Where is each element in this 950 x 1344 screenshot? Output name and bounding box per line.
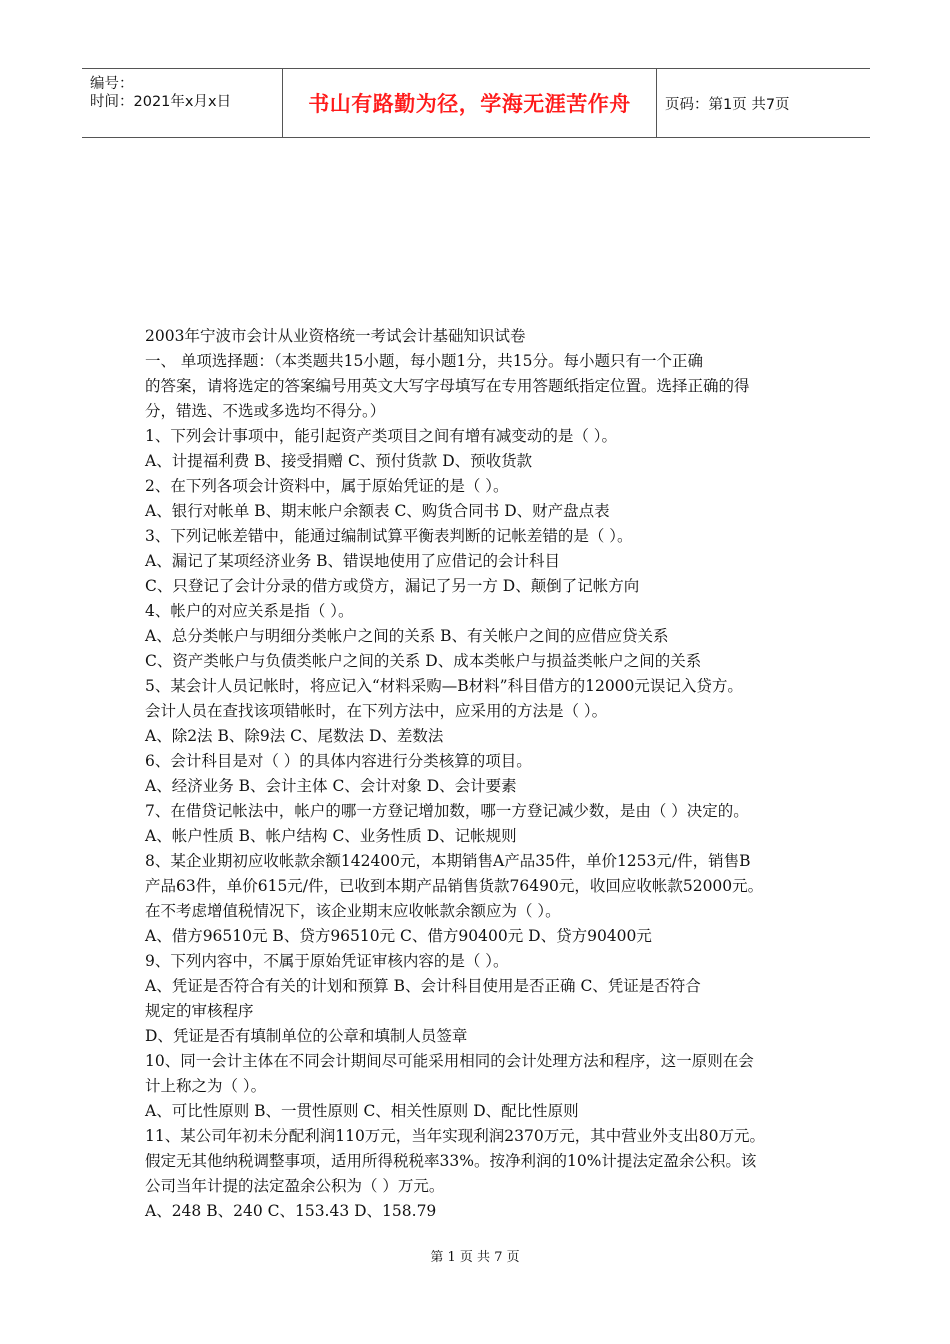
text-line: 的答案，请将选定的答案编号用英文大写字母填写在专用答题纸指定位置。选择正确的得: [145, 377, 750, 395]
text-line: 在不考虑增值税情况下，该企业期末应收帐款余额应为（ ）。: [145, 902, 561, 920]
text-line: 10、同一会计主体在不同会计期间尽可能采用相同的会计处理方法和程序，这一原则在会: [145, 1052, 754, 1070]
text-line: C、只登记了会计分录的借方或贷方，漏记了另一方 D、颠倒了记帐方向: [145, 577, 640, 595]
header-right-cell: [657, 69, 870, 137]
text-line: 规定的审核程序: [145, 1002, 254, 1020]
text-line: A、银行对帐单 B、期末帐户余额表 C、购货合同书 D、财产盘点表: [145, 502, 610, 520]
header-motto: 书山有路勤为径，学海无涯苦作舟: [308, 92, 631, 116]
text-line: A、248 B、240 C、153.43 D、158.79: [145, 1202, 437, 1220]
document-body: [145, 324, 825, 1224]
text-line: 一、 单项选择题：（本类题共15小题，每小题1分，共15分。每小题只有一个正确: [145, 352, 703, 370]
text-line: A、帐户性质 B、帐户结构 C、业务性质 D、记帐规则: [145, 827, 517, 845]
text-line: 假定无其他纳税调整事项，适用所得税税率33%。按净利润的10%计提法定盈余公积。该: [145, 1152, 757, 1170]
text-line: 6、会计科目是对（ ）的具体内容进行分类核算的项目。: [145, 752, 532, 770]
text-line: 8、某企业期初应收帐款余额142400元，本期销售A产品35件，单价1253元/件，销售B: [145, 852, 751, 870]
text-line: 11、某公司年初未分配利润110万元，当年实现利润2370万元，其中营业外支出80万元。: [145, 1127, 765, 1145]
text-line: 7、在借贷记帐法中，帐户的哪一方登记增加数，哪一方登记减少数，是由（ ）决定的。: [145, 802, 749, 820]
text-line: 会计人员在查找该项错帐时，在下列方法中，应采用的方法是（ ）。: [145, 702, 608, 720]
serial-label: 编号：: [90, 76, 134, 92]
text-line: 4、帐户的对应关系是指（ ）。: [145, 602, 354, 620]
text-line: A、凭证是否符合有关的计划和预算 B、会计科目使用是否正确 C、凭证是否符合: [145, 977, 701, 995]
text-line: A、计提福利费 B、接受捐赠 C、预付货款 D、预收货款: [145, 452, 533, 470]
text-line: 公司当年计提的法定盈余公积为（ ）万元。: [145, 1177, 445, 1195]
text-line: 计上称之为（ ）。: [145, 1077, 267, 1095]
text-line: A、除2法 B、除9法 C、尾数法 D、差数法: [145, 727, 444, 745]
text-line: A、可比性原则 B、一贯性原则 C、相关性原则 D、配比性原则: [145, 1102, 579, 1120]
text-line: 产品63件，单价615元/件，已收到本期产品销售货款76490元，收回应收帐款52000元。: [145, 877, 764, 895]
text-line: D、凭证是否有填制单位的公章和填制人员签章: [145, 1027, 468, 1045]
header-middle-cell: [283, 69, 657, 137]
text-line: A、经济业务 B、会计主体 C、会计对象 D、会计要素: [145, 777, 517, 795]
document-title: 2003年宁波市会计从业资格统一考试会计基础知识试卷: [145, 327, 526, 345]
text-line: 5、某会计人员记帐时，将应记入“材料采购—B材料”科目借方的12000元误记入贷方。: [145, 677, 743, 695]
text-line: 分，错选、不选或多选均不得分。）: [145, 402, 386, 420]
text-line: C、资产类帐户与负债类帐户之间的关系 D、成本类帐户与损益类帐户之间的关系: [145, 652, 702, 670]
header-left-cell: [82, 69, 283, 137]
text-line: A、总分类帐户与明细分类帐户之间的关系 B、有关帐户之间的应借应贷关系: [145, 627, 669, 645]
text-line: 1、下列会计事项中，能引起资产类项目之间有增有减变动的是（ ）。: [145, 427, 618, 445]
text-line: 3、下列记帐差错中，能通过编制试算平衡表判断的记帐差错的是（ ）。: [145, 527, 633, 545]
text-line: A、漏记了某项经济业务 B、错误地使用了应借记的会计科目: [145, 552, 561, 570]
page-code: 页码：第1页 共7页: [665, 96, 790, 113]
text-line: 2、在下列各项会计资料中，属于原始凭证的是（ ）。: [145, 477, 509, 495]
text-line: A、借方96510元 B、贷方96510元 C、借方90400元 D、贷方90400元: [145, 927, 652, 945]
page-header: [82, 68, 870, 138]
text-line: 9、下列内容中，不属于原始凭证审核内容的是（ ）。: [145, 952, 509, 970]
time-label: 时间：2021年x月x日: [90, 94, 232, 110]
page-footer: 第 1 页 共 7 页: [430, 1250, 520, 1265]
